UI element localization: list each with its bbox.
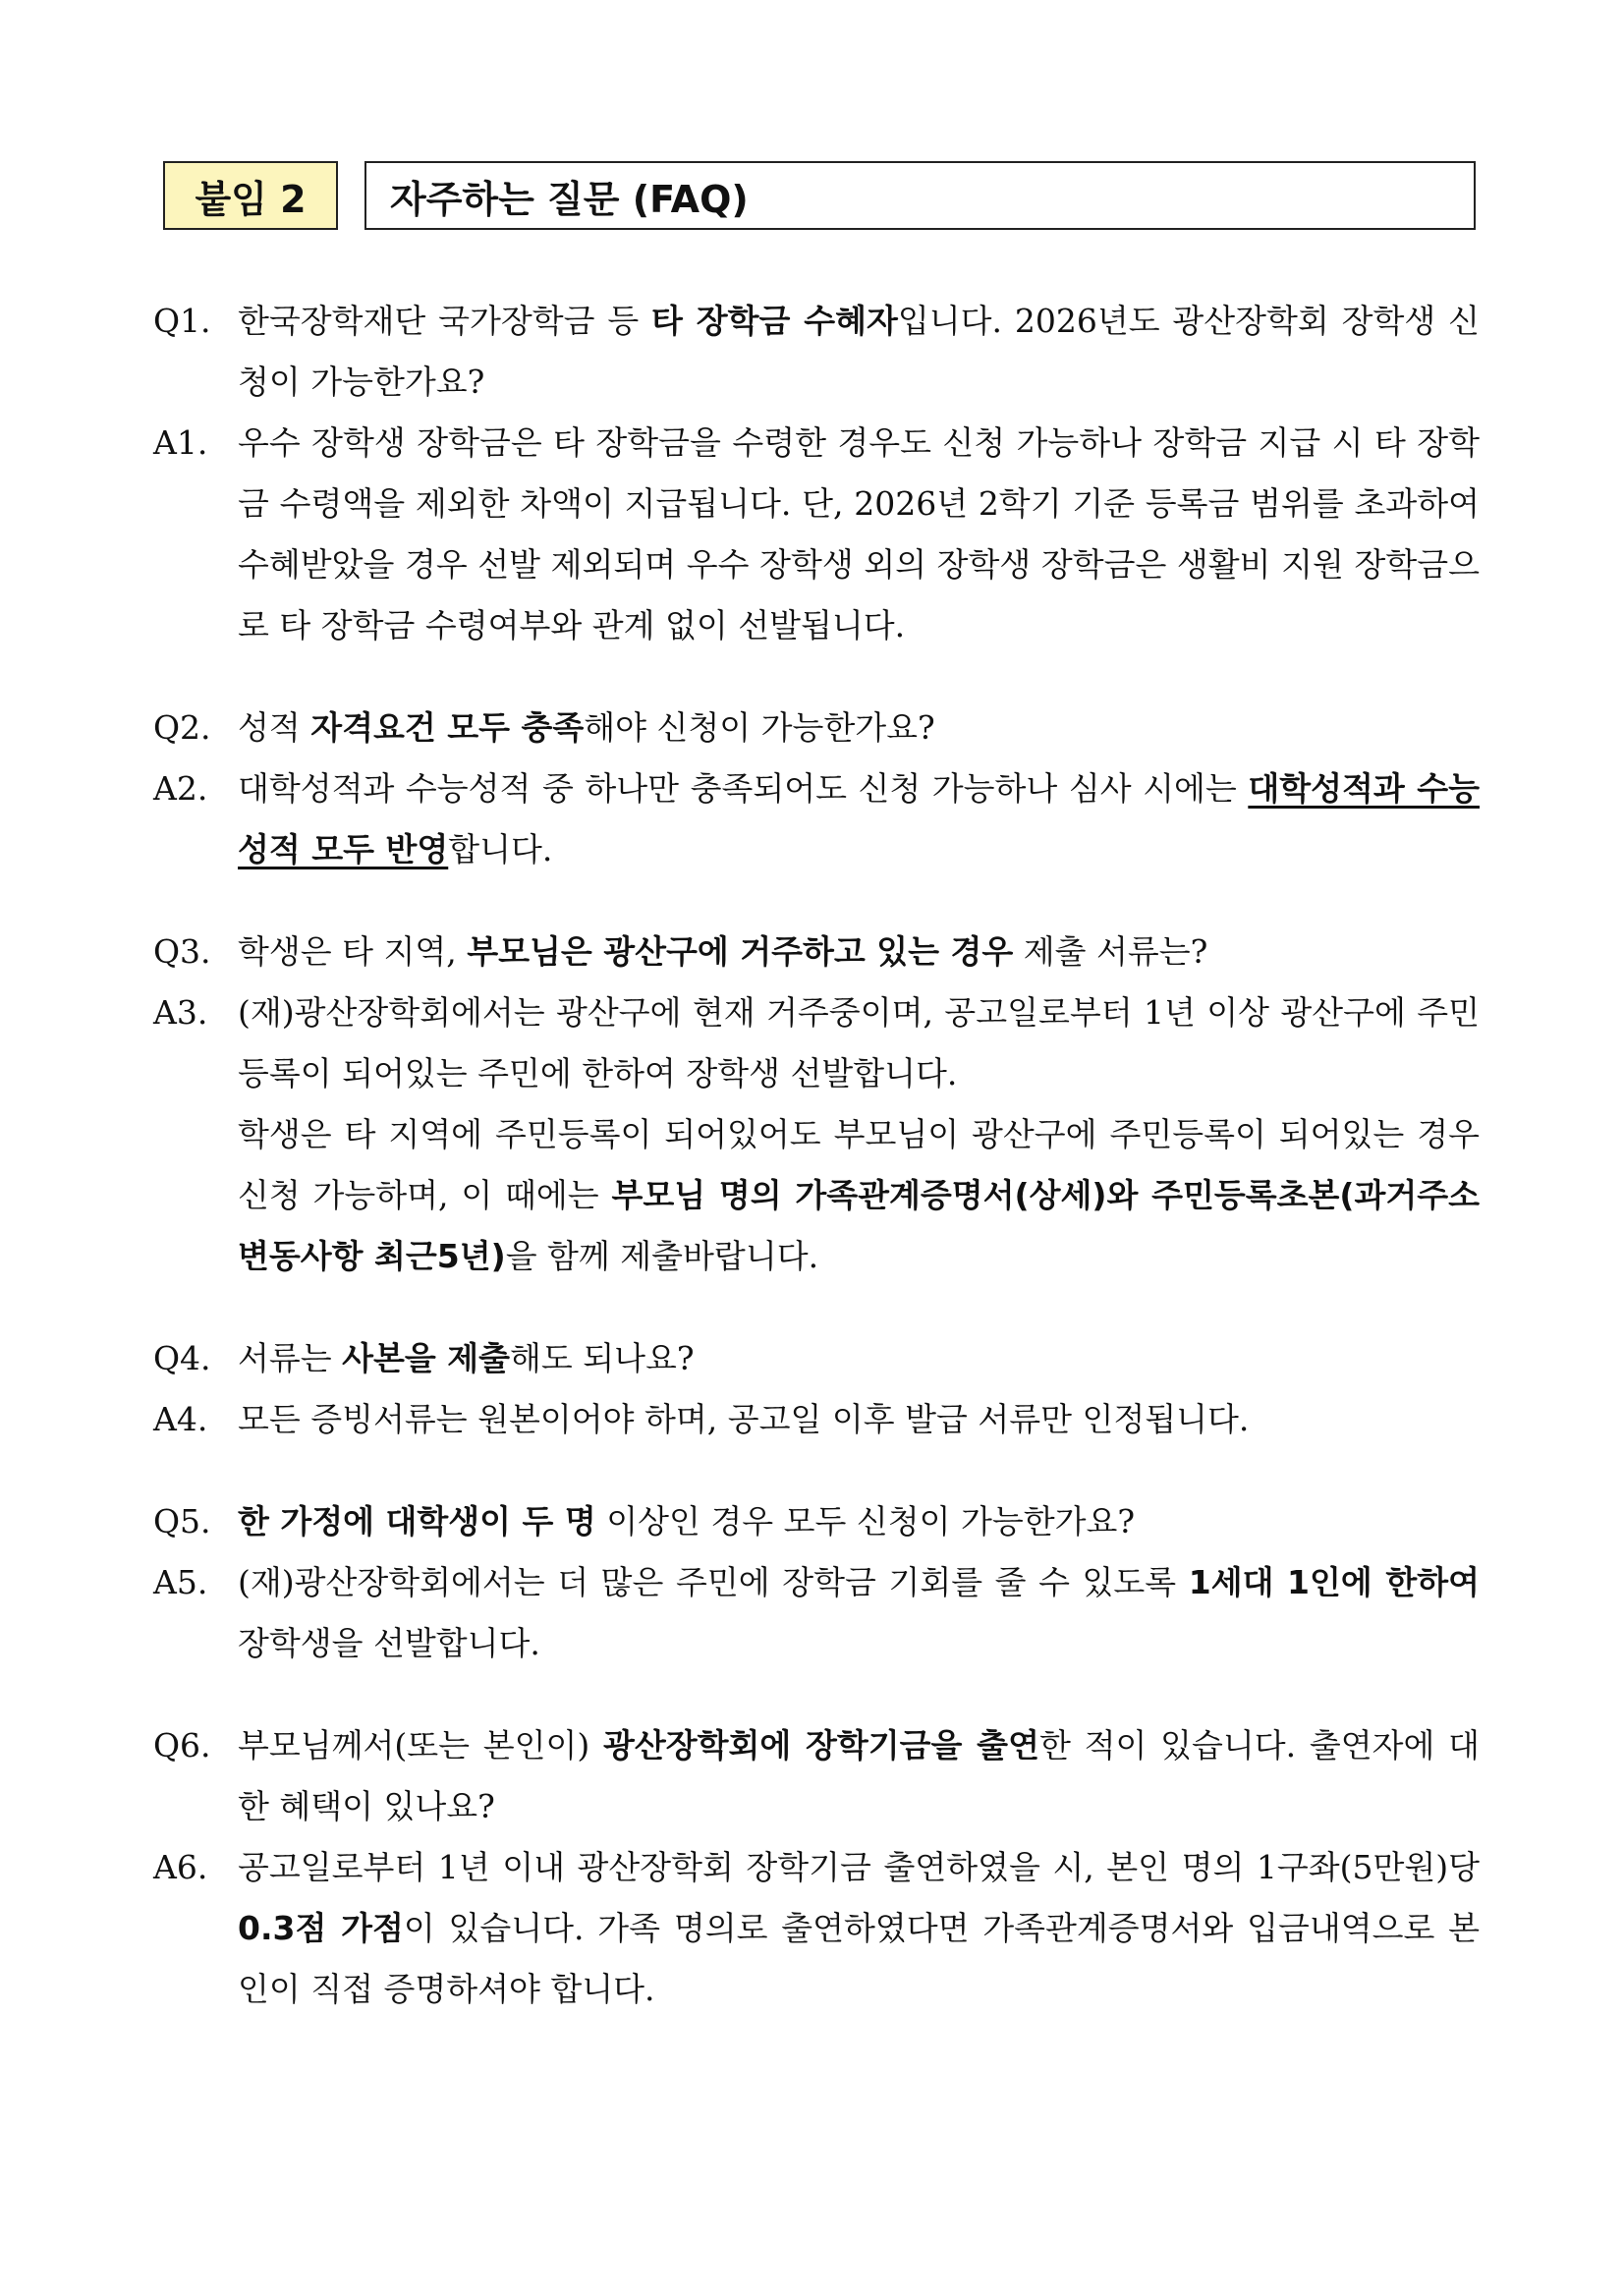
answer-text: 이 있습니다. 가족 명의로 출연하였다면 가족관계증명서와 입금내역으로 본인이 직접 증명하셔야 합니다. (238, 1909, 1480, 2008)
question-label: Q3. (153, 932, 211, 971)
attachment-tag: 붙임 2 (163, 161, 338, 230)
answer-emphasis: 1세대 1인에 한하여 (1188, 1563, 1480, 1601)
question-5 (153, 1491, 1480, 1552)
question-emphasis: 자격요건 모두 충족 (310, 708, 585, 747)
answer-emphasis-underlined: 대학성적과 수능성적 모두 반영 (238, 769, 1480, 868)
question-text: 학생은 타 지역, (238, 932, 468, 971)
answer-label: A1. (153, 423, 208, 462)
answer-5 (153, 1552, 1480, 1674)
answer-text: 대학성적과 수능성적 중 하나만 충족되어도 신청 가능하나 심사 시에는 (238, 769, 1249, 808)
question-text: 해야 신청이 가능한가요? (584, 708, 935, 747)
faq-list (153, 291, 1480, 2020)
answer-emphasis: 0.3점 가점 (238, 1909, 404, 1947)
question-label: Q5. (153, 1502, 211, 1540)
question-text: 부모님께서(또는 본인이) (238, 1726, 604, 1764)
answer-4 (153, 1389, 1480, 1450)
page-header (163, 161, 1476, 234)
question-label: Q2. (153, 708, 211, 747)
question-emphasis: 부모님은 광산구에 거주하고 있는 경우 (467, 932, 1014, 971)
answer-text: (재)광산장학회에서는 광산구에 현재 거주중이며, 공고일로부터 1년 이상 광산구에 주민등록이 되어있는 주민에 한하여 장학생 선발합니다. (238, 993, 1480, 1092)
question-text: 한국장학재단 국가장학금 등 (238, 302, 652, 340)
question-2 (153, 698, 1480, 758)
answer-text: 합니다. (448, 830, 553, 868)
question-emphasis: 사본을 제출 (342, 1339, 511, 1377)
answer-3 (153, 982, 1480, 1287)
question-6 (153, 1715, 1480, 1837)
answer-text: 을 함께 제출바랍니다. (505, 1237, 819, 1275)
question-1 (153, 291, 1480, 413)
answer-text: 장학생을 선발합니다. (238, 1624, 540, 1662)
question-label: Q6. (153, 1726, 211, 1764)
answer-label: A2. (153, 769, 208, 808)
question-text: 한 적이 있습니다. 출연자에 대한 혜택이 있나요? (238, 1726, 1480, 1825)
question-label: Q1. (153, 302, 211, 340)
answer-text-continued (238, 1104, 1480, 1287)
question-emphasis: 타 장학금 수혜자 (651, 302, 898, 340)
answer-6 (153, 1837, 1480, 2020)
question-text: 서류는 (238, 1339, 343, 1377)
answer-1 (153, 413, 1480, 656)
answer-label: A6. (153, 1848, 208, 1886)
answer-text: 우수 장학생 장학금은 타 장학금을 수령한 경우도 신청 가능하나 장학금 지급 시 타 장학금 수령액을 제외한 차액이 지급됩니다. 단, 2026년 2학기 기준 등록금 범위를 초과하여 수혜받았을 경우 선발 제외되며 우수 장학생 외의 장학생 장학금은 생활비 지원 장학금으로 타 장학금 수령여부와 관계 없이 선발됩니다. (238, 423, 1480, 644)
answer-text: 공고일로부터 1년 이내 광산장학회 장학기금 출연하였을 시, 본인 명의 1구좌(5만원)당 (238, 1848, 1480, 1886)
question-text: 제출 서류는? (1013, 932, 1208, 971)
answer-text: (재)광산장학회에서는 더 많은 주민에 장학금 기회를 줄 수 있도록 (238, 1563, 1189, 1601)
answer-emphasis: 부모님 명의 가족관계증명서(상세)와 주민등록초본(과거주소변동사항 최근5년) (238, 1176, 1480, 1275)
answer-label: A3. (153, 993, 208, 1032)
answer-label: A4. (153, 1400, 208, 1438)
question-emphasis: 한 가정에 대학생이 두 명 (238, 1502, 596, 1540)
question-text: 해도 되나요? (510, 1339, 695, 1377)
question-3 (153, 922, 1480, 982)
question-text: 입니다. 2026년도 광산장학회 장학생 신청이 가능한가요? (238, 302, 1480, 401)
question-4 (153, 1328, 1480, 1389)
answer-label: A5. (153, 1563, 208, 1601)
question-text: 성적 (238, 708, 311, 747)
question-text: 이상인 경우 모두 신청이 가능한가요? (595, 1502, 1136, 1540)
question-emphasis: 광산장학회에 장학기금을 출연 (603, 1726, 1039, 1764)
question-label: Q4. (153, 1339, 211, 1377)
answer-text: 모든 증빙서류는 원본이어야 하며, 공고일 이후 발급 서류만 인정됩니다. (238, 1400, 1250, 1438)
answer-text: 학생은 타 지역에 주민등록이 되어있어도 부모님이 광산구에 주민등록이 되어있는 경우 신청 가능하며, 이 때에는 (238, 1115, 1480, 1214)
answer-2 (153, 758, 1480, 880)
page-title: 자주하는 질문 (FAQ) (364, 161, 1476, 230)
